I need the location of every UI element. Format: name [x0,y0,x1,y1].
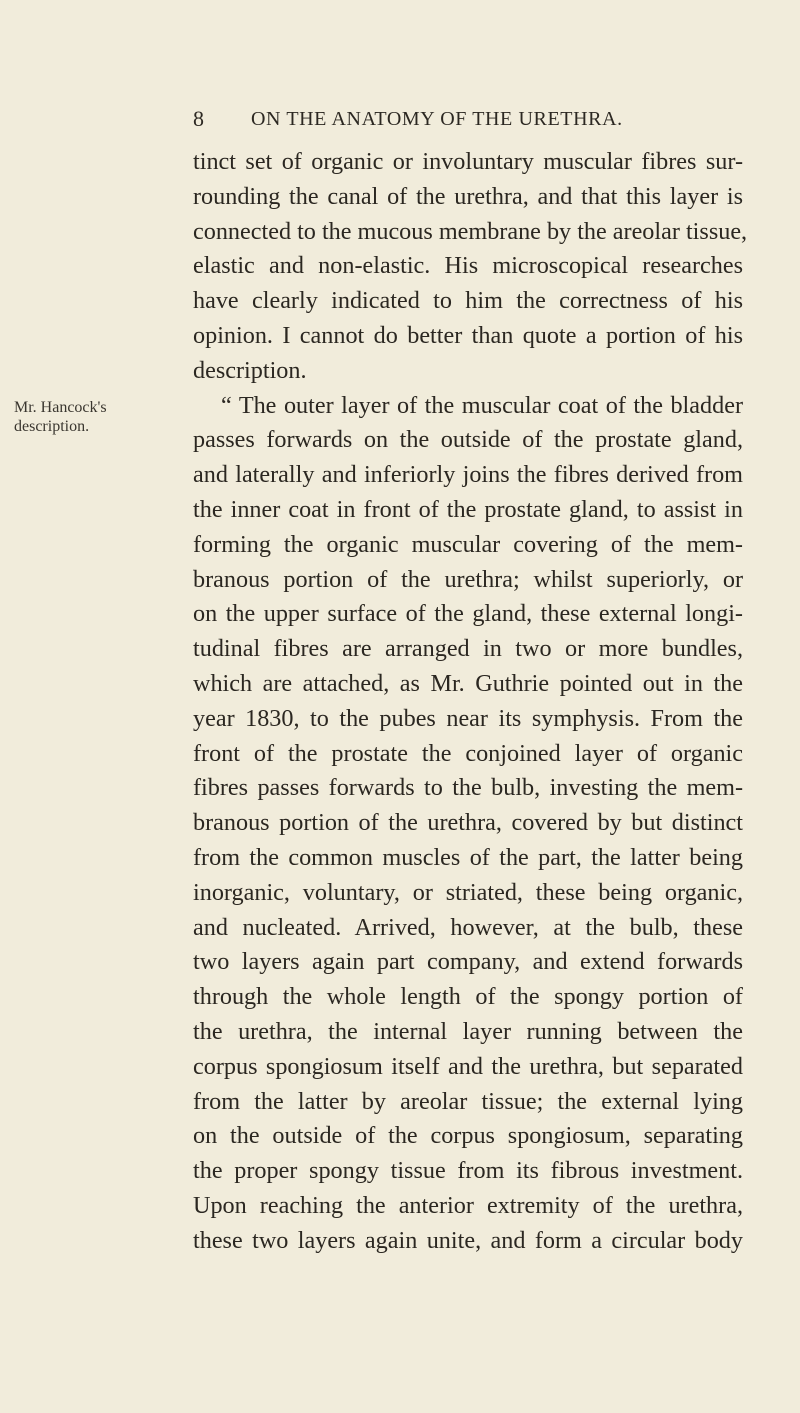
text-line: corpus spongiosum itself and the urethra, but separated [193,1052,743,1080]
margin-note-line: description. [14,418,90,435]
text-line: elastic and non-elastic. His microscopical researches [193,252,743,280]
text-line: on the upper surface of the gland, these external longi- [193,600,743,628]
text-line: rounding the canal of the urethra, and that this layer is [193,182,743,210]
text-line: through the whole length of the spongy portion of [193,983,743,1011]
text-line: which are attached, as Mr. Guthrie pointed out in the [193,669,743,697]
text-line: forming the organic muscular covering of the mem- [193,530,743,558]
running-title: ON THE ANATOMY OF THE URETHRA. [251,108,623,130]
page-number: 8 [193,106,205,131]
text-line: opinion. I cannot do better than quote a portion of his [193,321,743,349]
body-text [193,145,748,1259]
text-line: the inner coat in front of the prostate gland, to assist in [193,495,743,523]
text-line: fibres passes forwards to the bulb, investing the mem- [193,774,743,802]
text-line: inorganic, voluntary, or striated, these being organic, [193,878,743,906]
text-line: connected to the mucous membrane by the areolar tissue, [193,217,748,245]
text-line: and laterally and inferiorly joins the fibres derived from [193,461,743,489]
text-line: year 1830, to the pubes near its symphysis. From the [193,704,743,732]
text-line: these two layers again unite, and form a circular body [193,1226,743,1254]
text-line: the urethra, the internal layer running between the [193,1017,743,1045]
text-line: tudinal fibres are arranged in two or more bundles, [193,635,743,663]
text-line: on the outside of the corpus spongiosum, separating [193,1122,743,1150]
text-line: the proper spongy tissue from its fibrous investment. [193,1157,743,1185]
text-line: “ The outer layer of the muscular coat of the bladder [221,391,743,419]
text-line: Upon reaching the anterior extremity of the urethra, [193,1191,743,1219]
text-line: tinct set of organic or involuntary muscular fibres sur- [193,148,743,175]
text-line: branous portion of the urethra, covered by but distinct [193,809,743,837]
running-header [193,106,713,140]
text-line: description. [193,356,307,384]
text-line: and nucleated. Arrived, however, at the bulb, these [193,913,743,941]
margin-note [14,398,184,436]
text-line: passes forwards on the outside of the prostate gland, [193,426,743,454]
text-line: from the latter by areolar tissue; the external lying [193,1087,743,1115]
text-line: branous portion of the urethra; whilst superiorly, or [193,565,743,593]
text-line: from the common muscles of the part, the latter being [193,843,743,871]
text-line: front of the prostate the conjoined layer of organic [193,739,743,767]
text-line: two layers again part company, and extend forwards [193,948,743,976]
text-line: have clearly indicated to him the correctness of his [193,287,743,315]
margin-note-line: Mr. Hancock's [14,399,107,416]
